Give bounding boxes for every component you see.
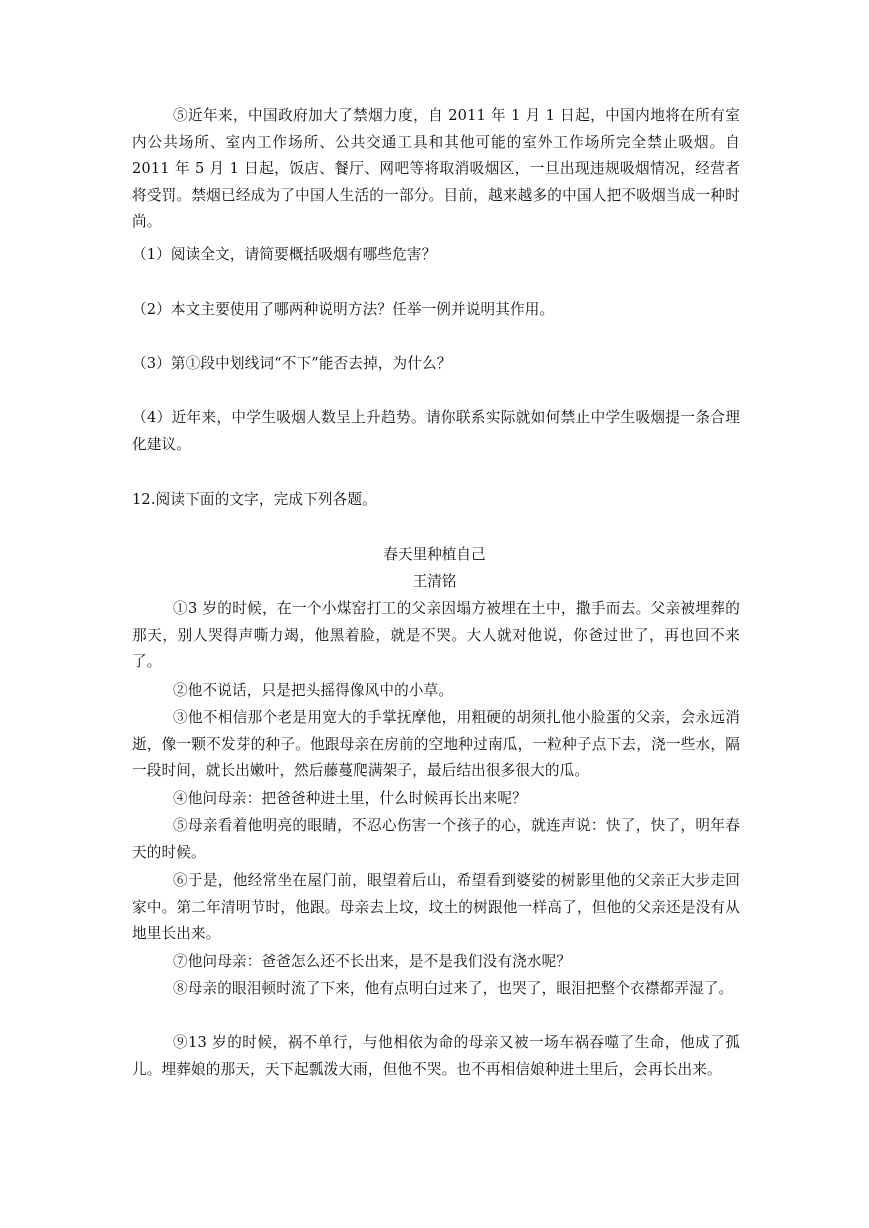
article-paragraph: ⑦他问母亲：爸爸怎么还不长出来，是不是我们没有浇水呢？ [173, 953, 572, 970]
article-paragraph: ②他不说话，只是把头摇得像风中的小草。 [173, 682, 454, 699]
article-title: 春天里种植自己 [383, 546, 486, 563]
article-paragraph: ⑨13 岁的时候，祸不单行，与他相依为命的母亲又被一场车祸吞噬了生命，他成了孤儿。埋葬娘的那天，天下起瓢泼大雨，但他不哭。也不再相信娘种进土里后，会再长出来。 [132, 1034, 740, 1078]
question-4: （4）近年来，中学生吸烟人数呈上升趋势。请你联系实际就如何禁止中学生吸烟提一条合理化建议。 [132, 409, 740, 453]
passage-paragraph-5: ⑤近年来，中国政府加大了禁烟力度，自 2011 年 1 月 1 日起，中国内地将在所有室内公共场所、室内工作场所、公共交通工具和其他可能的室外工作场所完全禁止吸烟。自 2011 年 5 月 1 日起，饭店、餐厅、网吧等将取消吸烟区，一旦出现违规吸烟情况，经营者将受罚。禁烟已经成为了中国人生活的一部分。目前，越来越多的中国人把不吸烟当成一种时尚。 [132, 107, 740, 231]
article-author: 王清铭 [412, 573, 457, 590]
question-3: （3）第①段中划线词“不下”能否去掉，为什么？ [132, 355, 452, 372]
question-2: （2）本文主要使用了哪两种说明方法？任举一例并说明其作用。 [132, 301, 555, 318]
article-paragraph: ⑥于是，他经常坐在屋门前，眼望着后山，希望看到婆娑的树影里他的父亲正大步走回家中。第二年清明节时，他跟。母亲去上坟，坟土的树跟他一样高了，但他的父亲还是没有从地里长出来。 [132, 872, 740, 943]
article-paragraph: ⑤母亲看着他明亮的眼睛，不忍心伤害一个孩子的心，就连声说：快了，快了，明年春天的时候。 [132, 817, 740, 861]
question-1: （1）阅读全文，请简要概括吸烟有哪些危害？ [132, 246, 437, 263]
article-paragraph: ④他问母亲：把爸爸种进土里，什么时候再长出来呢？ [173, 790, 527, 807]
section-12-instruction: 12.阅读下面的文字，完成下列各题。 [132, 491, 377, 508]
article-paragraph: ①3 岁的时候，在一个小煤窑打工的父亲因塌方被埋在土中，撒手而去。父亲被埋葬的那天，别人哭得声嘶力竭，他黑着脸，就是不哭。大人就对他说，你爸过世了，再也回不来了。 [132, 600, 740, 671]
article-paragraph: ③他不相信那个老是用宽大的手掌抚摩他，用粗硬的胡须扎他小脸蛋的父亲，会永远消逝，像一颗不发芽的种子。他跟母亲在房前的空地种过南瓜，一粒种子点下去，浇一些水，隔一段时间，就长出嫩叶，然后藤蔓爬满架子，最后结出很多很大的瓜。 [132, 709, 740, 780]
article-paragraph: ⑧母亲的眼泪顿时流了下来，他有点明白过来了，也哭了，眼泪把整个衣襟都弄湿了。 [173, 980, 734, 997]
